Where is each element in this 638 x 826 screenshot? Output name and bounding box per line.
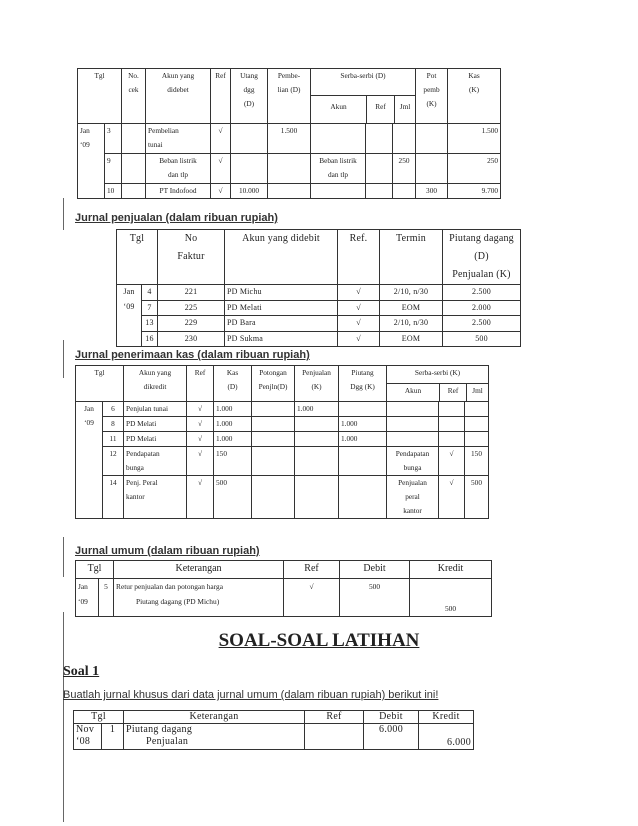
- table-row: 8 PD Melati √ 1.000 1.000: [76, 417, 489, 432]
- table-row: 9 Beban listrik dan tlp √ Beban listrik dan tlp 250 250: [78, 154, 501, 184]
- month-cell: Jan ‘09: [76, 579, 99, 617]
- header-piutang: Piutang dagang (D) Penjualan (K): [443, 230, 521, 285]
- header-keterangan: Keterangan: [124, 711, 305, 724]
- header-tgl: Tgl: [74, 711, 124, 724]
- jurnal-penerimaan-table: [75, 365, 489, 519]
- table-row: Jan ‘09 6 Penjulan tunai √ 1.000 1.000: [76, 402, 489, 417]
- margin-bar: [63, 198, 64, 230]
- header-akun: Akun yang dikredit: [124, 366, 187, 402]
- header-pembelian: Pembe- lian (D): [268, 69, 311, 124]
- header-kredit: Kredit: [419, 711, 474, 724]
- table-row: 7 225 PD Melati √ EOM 2.000: [117, 300, 521, 316]
- table-row: 16 230 PD Sukma √ EOM 500: [117, 331, 521, 347]
- table-row: Jan ‘09 3 Pembelian tunai √ 1.500 1.500: [78, 124, 501, 154]
- header-no-faktur: No Faktur: [158, 230, 225, 285]
- table-row: Jan ‘09 5 Retur penjualan dan potongan harga Piutang dagang (PD Michu) √ 500 500: [76, 579, 492, 617]
- header-termin: Termin: [380, 230, 443, 285]
- header-ref: Ref: [305, 711, 364, 724]
- header-tgl: Tgl: [78, 69, 122, 124]
- jurnal-penerimaan-heading: Jurnal penerimaan kas (dalam ribuan rupiah): [75, 349, 310, 361]
- header-tgl: Tgl: [117, 230, 158, 285]
- jurnal-umum-heading: Jurnal umum (dalam ribuan rupiah): [75, 545, 260, 557]
- month-cell: Jan ‘09: [78, 124, 105, 184]
- header-serba-serbi: Serba-serbi (D) Akun Ref Jml: [311, 69, 416, 124]
- jurnal-penjualan-heading: Jurnal penjualan (dalam ribuan rupiah): [75, 212, 278, 224]
- header-penjualan: Penjualan (K): [295, 366, 339, 402]
- header-kas: Kas (D): [214, 366, 252, 402]
- header-no-cek: No. cek: [122, 69, 146, 124]
- header-tgl: Tgl: [76, 561, 114, 579]
- table-row: 13 229 PD Bara √ 2/10, n/30 2.500: [117, 316, 521, 332]
- jurnal-pembelian-table: [77, 68, 501, 199]
- section-title: SOAL-SOAL LATIHAN: [218, 630, 420, 651]
- header-ref: Ref: [211, 69, 231, 124]
- header-kredit: Kredit: [410, 561, 492, 579]
- table-row: 10 PT Indofood √ 10.000 300 9.700: [78, 184, 501, 199]
- header-akun: Akun yang didebit: [225, 230, 338, 285]
- soal1-table: [73, 710, 474, 750]
- table-row: 11 PD Melati √ 1.000 1.000: [76, 432, 489, 447]
- table-row: 14 Penj. Peral kantor √ 500 Penjualan peral kantor √ 500: [76, 476, 489, 519]
- table-row: 12 Pendapatan bunga √ 150 Pendapatan bunga √ 150: [76, 447, 489, 476]
- jurnal-penjualan-table: [116, 229, 521, 347]
- month-cell: Jan ‘09: [117, 285, 142, 347]
- header-kas: Kas (K): [448, 69, 501, 124]
- header-ref: Ref: [284, 561, 340, 579]
- header-akun: Akun yang didebet: [146, 69, 211, 124]
- header-ref: Ref: [187, 366, 214, 402]
- margin-bar: [63, 537, 64, 577]
- table-row: Jan ‘09 4 221 PD Michu √ 2/10, n/30 2.500: [117, 285, 521, 301]
- header-debit: Debit: [340, 561, 410, 579]
- month-cell: Jan ‘09: [76, 402, 103, 519]
- header-pot: Pot pemb (K): [416, 69, 448, 124]
- header-ref: Ref.: [338, 230, 380, 285]
- header-piutang: Piutang Dgg (K): [339, 366, 387, 402]
- header-potongan: Potongan Penjln(D): [252, 366, 295, 402]
- margin-bar: [63, 340, 64, 378]
- header-tgl: Tgl: [76, 366, 124, 402]
- header-keterangan: Keterangan: [114, 561, 284, 579]
- header-utang: Utang dgg (D): [231, 69, 268, 124]
- header-serba-serbi: Serba-serbi (K) Akun Ref Jml: [387, 366, 489, 402]
- soal-label: Soal 1: [63, 664, 100, 679]
- table-row: Nov ‘08 1 Piutang dagang Penjualan 6.000 6.000: [74, 724, 474, 750]
- month-cell: Nov ‘08: [74, 724, 102, 750]
- header-debit: Debit: [364, 711, 419, 724]
- soal-instruction: Buatlah jurnal khusus dari data jurnal umum (dalam ribuan rupiah) berikut ini!: [63, 689, 439, 701]
- jurnal-umum-table: [75, 560, 492, 617]
